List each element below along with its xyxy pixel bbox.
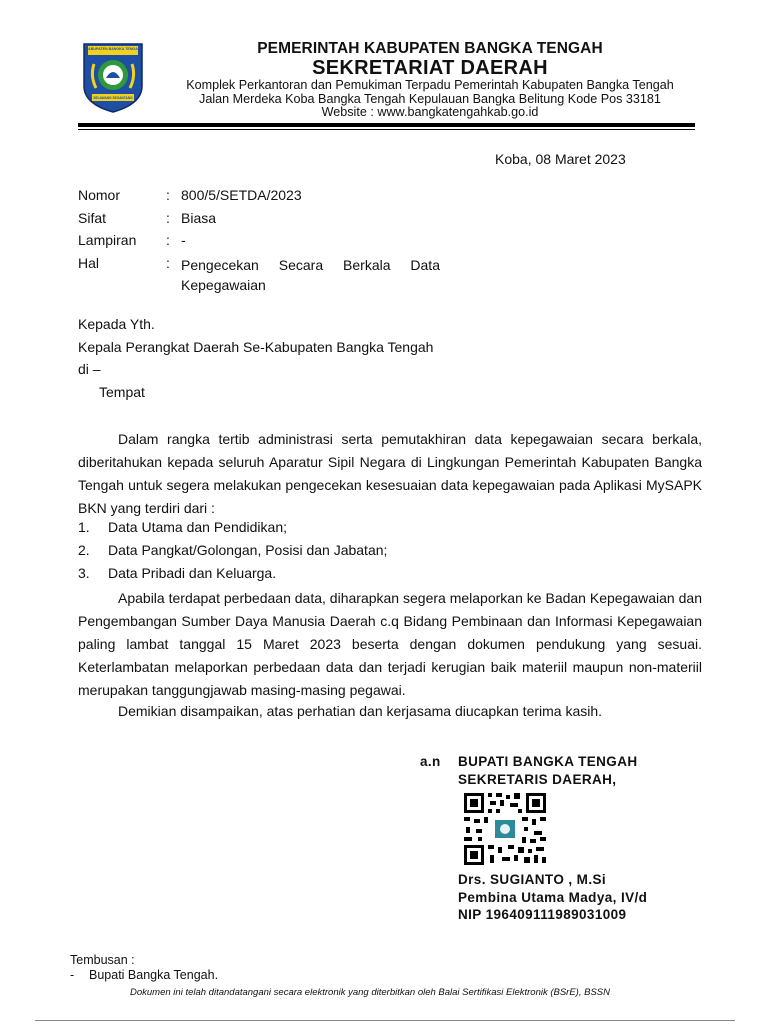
signatory-rank: Pembina Utama Madya, IV/d — [458, 890, 648, 905]
logo-top-text: KABUPATEN BANGKA TENGAH — [85, 47, 141, 51]
paragraph-closing: Demikian disampaikan, atas perhatian dan kerjasama diucapkan terima kasih. — [118, 703, 603, 719]
lampiran-label: Lampiran — [78, 232, 137, 248]
hal-value-line-1: Pengecekan Secara Berkala Data — [181, 257, 440, 273]
list-number: 2. — [78, 542, 90, 558]
tembusan-item: Bupati Bangka Tengah. — [89, 968, 219, 982]
signatory-name: Drs. SUGIANTO , M.Si — [458, 872, 607, 887]
paragraph-intro: Dalam rangka tertib administrasi serta pemutakhiran data kepegawaian secara berkala, diberitahukan kepada seluruh Aparatur Sipil Negara di Lingkungan Pemerintah Kabupaten Bangka Tengah untuk segera melakukan pengecekan kesesuaian data kepegawaian pada Aplikasi MySAPK BKN yang terdiri dari : — [78, 431, 702, 516]
lampiran-value: - — [181, 232, 186, 248]
electronic-signature-note: Dokumen ini telah ditandatangani secara elektronik yang diterbitkan oleh Balai Sertifikasi Elektronik (BSrE), BSSN — [130, 987, 610, 998]
hal-colon: : — [166, 255, 170, 271]
sifat-label: Sifat — [78, 210, 107, 226]
website-line: Website : www.bangkatengahkab.go.id — [321, 105, 539, 119]
recipient-greeting: Kepada Yth. — [78, 316, 155, 332]
body-paragraph-3 — [78, 700, 702, 723]
tembusan-label: Tembusan : — [70, 953, 135, 967]
nomor-colon: : — [166, 187, 170, 203]
letterhead-office: SEKRETARIAT DAERAH — [312, 57, 548, 79]
address-line-2: Jalan Merdeka Koba Bangka Tengah Kepulauan Bangka Belitung Kode Pos 33181 — [199, 91, 661, 106]
address-line-1: Komplek Perkantoran dan Pemukiman Terpadu Pemerintah Kabupaten Bangka Tengah — [186, 78, 674, 92]
paragraph-instructions: Apabila terdapat perbedaan data, diharapkan segera melaporkan ke Badan Kepegawaian dan Pengembangan Sumber Daya Manusia Daerah c.q Bidang Pembinaan dan Informasi Kepegawaian paling lambat tanggal 15 Maret 2023 beserta dengan dokumen pendukung yang sesuai. Keterlambatan melaporkan perbedaan data dan terjadi kerugian baik materiil maupun non-materiil merupakan tanggungjawab masing-masing pegawai. — [78, 590, 702, 698]
recipient-name: Kepala Perangkat Daerah Se-Kabupaten Bangka Tengah — [78, 339, 434, 355]
lampiran-colon: : — [166, 232, 170, 248]
letterhead-rule-thin — [78, 129, 695, 130]
recipient-place: Tempat — [99, 384, 145, 400]
logo-bottom-text: SELAWANG SEGANTANG — [93, 96, 133, 100]
body-paragraph-2 — [78, 587, 702, 702]
hal-label: Hal — [78, 255, 100, 271]
list-text: Data Utama dan Pendidikan; — [108, 519, 287, 535]
letterhead-government: PEMERINTAH KABUPATEN BANGKA TENGAH — [257, 40, 603, 57]
signatory-nip: NIP 196409111989031009 — [458, 907, 627, 922]
nomor-value: 800/5/SETDA/2023 — [181, 187, 302, 203]
sifat-colon: : — [166, 210, 170, 226]
list-text: Data Pribadi dan Keluarga. — [108, 565, 277, 581]
list-text: Data Pangkat/Golongan, Posisi dan Jabatan; — [108, 542, 388, 558]
signature-title-2: SEKRETARIS DAERAH, — [458, 772, 617, 787]
electronic-signature-qr-code — [462, 791, 548, 867]
signature-an: a.n — [420, 754, 441, 769]
regency-logo — [80, 42, 146, 114]
list-number: 1. — [78, 519, 90, 535]
letterhead-rule-thick — [78, 123, 695, 127]
signature-title-1: BUPATI BANGKA TENGAH — [458, 754, 638, 769]
body-paragraph-1 — [78, 428, 702, 520]
recipient-di: di – — [78, 361, 101, 377]
tembusan-dash: - — [70, 968, 75, 982]
list-number: 3. — [78, 565, 90, 581]
sifat-value: Biasa — [181, 210, 217, 226]
nomor-label: Nomor — [78, 187, 121, 203]
page-bottom-rule — [35, 1020, 735, 1021]
letterhead-address — [160, 79, 700, 120]
letter-date: Koba, 08 Maret 2023 — [495, 151, 626, 167]
hal-value-line-2: Kepegawaian — [181, 277, 266, 293]
